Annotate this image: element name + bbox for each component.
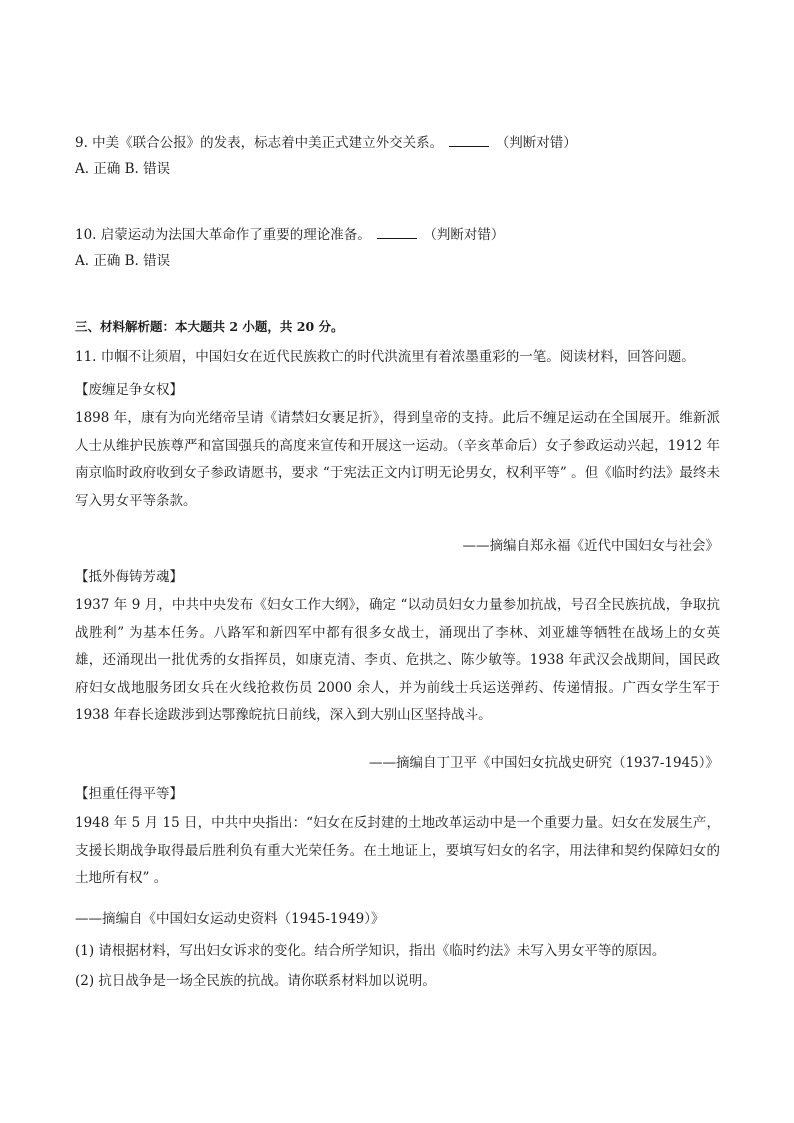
material-3-title: 【担重任得平等】 [75,786,183,802]
material-2-title: 【抵外侮铸芳魂】 [75,569,183,585]
question-9-options: A. 正确 B. 错误 [75,161,171,177]
sub-question-1: (1) 请根据材料，写出妇女诉求的变化。结合所学知识，指出《临时约法》未写入男女平等的原因。 [75,943,666,959]
question-10 [75,226,504,244]
material-1-body: 1898 年，康有为向光绪帝呈请《请禁妇女裹足折》，得到皇帝的支持。此后不缠足运动在全国展开。维新派人士从维护民族尊严和富国强兵的高度来宣传和开展这一运动。（辛亥革命后）女子参政运动兴起，1912 年南京临时政府收到女子参政请愿书，要求 “于宪法正文内订明无论男女，权利平等” 。但《临时约法》最终未写入男女平等条款。 [75,410,720,509]
answer-blank[interactable] [449,134,489,147]
material-2-source: ——摘编自丁卫平《中国妇女抗战史研究（1937-1945）》 [368,755,719,771]
material-3-body: 1948 年 5 月 15 日，中共中央指出：“妇女在反封建的土地改革运动中是一个重要力量。妇女在发展生产，支援长期战争取得最后胜利负有重大光荣任务。在土地证上，要填写妇女的名字，用法律和契约保障妇女的土地所有权” 。 [75,815,720,886]
question-9-hint: （判断对错） [495,135,577,151]
material-1-title: 【废缠足争女权】 [75,382,183,398]
question-10-options: A. 正确 B. 错误 [75,253,171,269]
answer-blank[interactable] [377,226,417,239]
sub-question-2: (2) 抗日战争是一场全民族的抗战。请你联系材料加以说明。 [75,973,436,989]
question-9 [75,134,577,152]
question-10-text: 10. 启蒙运动为法国大革命作了重要的理论准备。 [75,227,371,243]
material-1-source: ——摘编自郑永福《近代中国妇女与社会》 [462,538,719,554]
section-heading: 三、材料解析题：本大题共 2 小题，共 20 分。 [75,319,344,334]
material-2-body: 1937 年 9 月，中共中央发布《妇女工作大纲》，确定 “以动员妇女力量参加抗战，号召全民族抗战，争取抗战胜利” 为基本任务。八路军和新四军中都有很多女战士，涌现出了李林、刘亚雄等牺牲在战场上的女英雄，还涌现出一批优秀的女指挥员，如康克清、李贞、危拱之、陈少敏等。1938 年武汉会战期间，国民政府妇女战地服务团女兵在火线抢救伤员 2000 余人，并为前线士兵运送弹药、传递情报。广西女学生军于 1938 年春长途跋涉到达鄂豫皖抗日前线，深入到大别山区坚持战斗。 [75,597,720,723]
question-11-intro: 11. 巾帼不让须眉，中国妇女在近代民族救亡的时代洪流里有着浓墨重彩的一笔。阅读材料，回答问题。 [75,349,695,365]
material-3-source: ——摘编自《中国妇女运动史资料（1945-1949）》 [75,911,385,927]
question-10-hint: （判断对错） [423,227,505,243]
question-9-text: 9. 中美《联合公报》的发表，标志着中美正式建立外交关系。 [75,135,444,151]
